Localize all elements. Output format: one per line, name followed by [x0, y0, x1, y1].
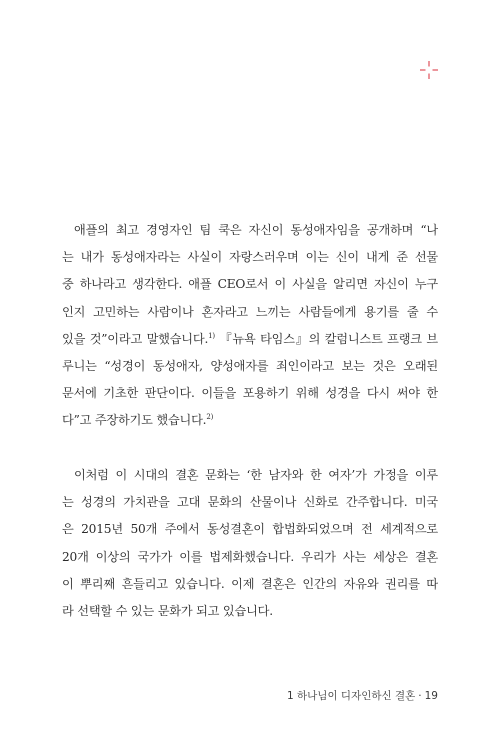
paragraph-line: 이 뿌리째 흔들리고 있습니다. 이제 결혼은 인간의 자유와 권리를 따: [62, 576, 438, 591]
paragraph-line: 루니는 “성경이 동성애자, 양성애자를 죄인이라고 보는 것은 오래된: [62, 359, 438, 374]
paragraph-line-with-footnote: [62, 407, 438, 434]
page-footer: [287, 688, 438, 703]
paragraph-line: 애플의 최고 경영자인 팀 쿡은 자신이 동성애자임을 공개하며 “나: [74, 223, 438, 237]
paragraph-line: 20개 이상의 국가가 이를 법제화했습니다. 우리가 사는 세상은 결혼: [62, 549, 438, 564]
paragraph-line-with-footnote: [62, 326, 438, 353]
paragraph-line: 이처럼 이 시대의 결혼 문화는 ‘한 남자와 한 여자’가 가정을 이루: [74, 468, 438, 482]
paragraph-line: 은 2015년 50개 주에서 동성결혼이 합법화되었으며 전 세계적으로: [62, 522, 438, 537]
paragraph-line-text: 『뉴욕 타임스』의 칼럼니스트 프랭크 브: [219, 331, 438, 346]
paragraph-line: 는 성경의 가치관을 고대 문화의 산물이나 신화로 간주합니다. 미국: [62, 495, 438, 510]
paragraph-line: 라 선택할 수 있는 문화가 되고 있습니다.: [62, 604, 273, 619]
footnote-marker: 1): [208, 331, 215, 340]
crosshair-mark-icon: [420, 61, 438, 79]
paragraph-1: [62, 217, 438, 435]
chapter-title: 1 하나님이 디자인하신 결혼: [287, 690, 416, 702]
paragraph-2: [62, 462, 438, 625]
paragraph-line-text: 다”고 주장하기도 했습니다.: [62, 413, 207, 428]
paragraph-line: 문서에 기초한 판단이다. 이들을 포용하기 위해 성경을 다시 써야 한: [62, 386, 438, 401]
paragraph-line-text: 있을 것”이라고 말했습니다.: [62, 331, 209, 346]
page-number: 19: [424, 690, 438, 702]
paragraph-line: 인지 고민하는 사람이나 혼자라고 느끼는 사람들에게 용기를 줄 수: [62, 304, 438, 319]
footnote-marker: 2): [206, 413, 214, 422]
paragraph-line: 중 하나라고 생각한다. 애플 CEO로서 이 사실을 알리면 자신이 누구: [62, 277, 438, 292]
footer-separator: ·: [418, 690, 422, 702]
paragraph-line: 는 내가 동성애자라는 사실이 자랑스러우며 이는 신이 내게 준 선물: [62, 250, 438, 265]
